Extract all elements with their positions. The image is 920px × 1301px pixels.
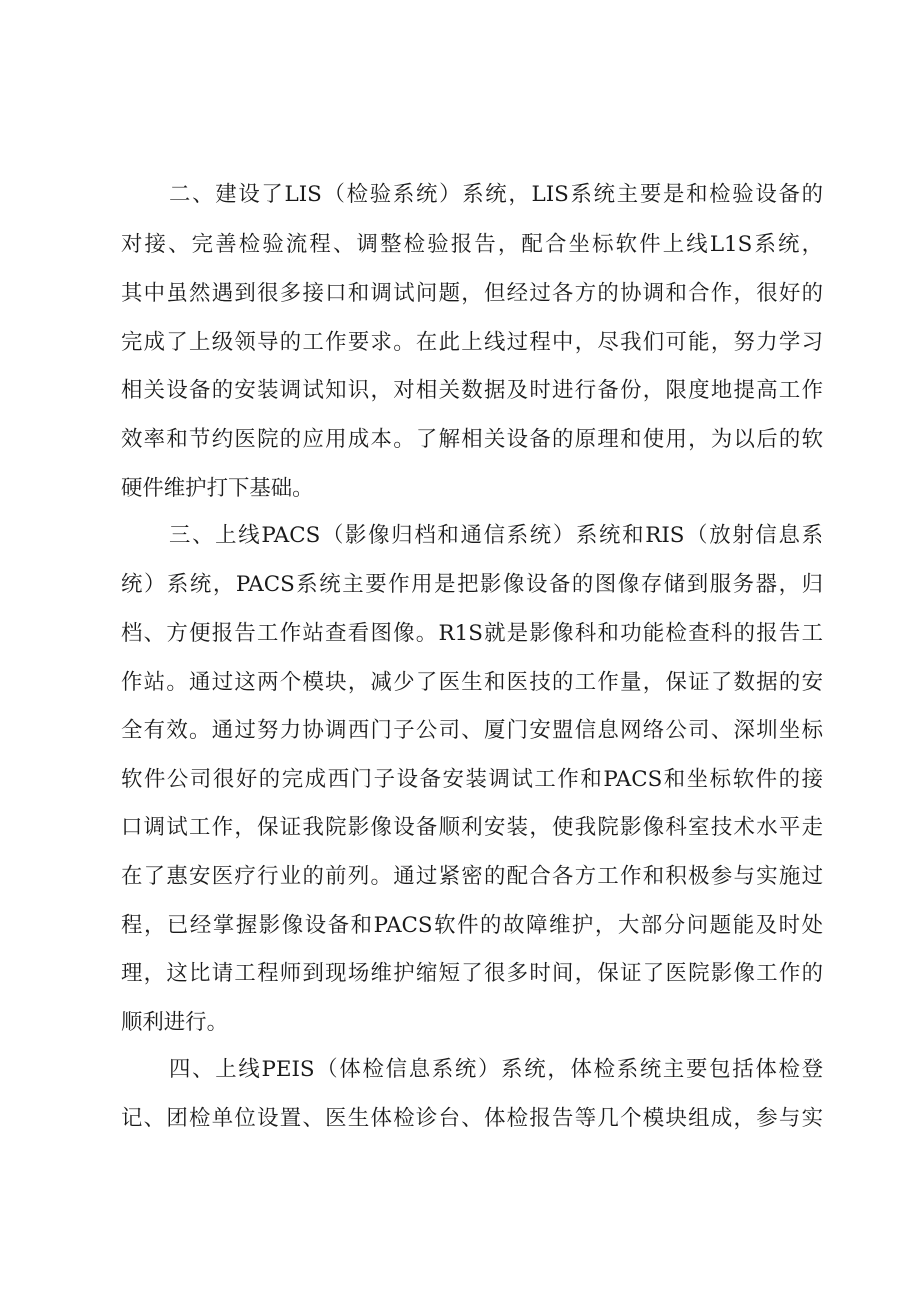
text-line: 其中虽然遇到很多接口和调试问题，但经过各方的协调和合作，很好的 [121,281,823,306]
text-line: 统）系统，PACS系统主要作用是把影像设备的图像存储到服务器，归 [121,572,823,597]
text-line: 全有效。通过努力协调西门子公司、厦门安盟信息网络公司、深圳坐标 [121,718,823,743]
text-line: 在了惠安医疗行业的前列。通过紧密的配合各方工作和积极参与实施过 [121,864,823,889]
text-line: 理，这比请工程师到现场维护缩短了很多时间，保证了医院影像工作的 [121,961,823,986]
text-line: 三、上线PACS（影像归档和通信系统）系统和RIS（放射信息系 [169,523,823,548]
text-line: 对接、完善检验流程、调整检验报告，配合坐标软件上线L1S系统， [121,232,823,257]
text-line: 相关设备的安装调试知识，对相关数据及时进行备份，限度地提高工作 [121,378,823,403]
text-line: 记、团检单位设置、医生体检诊台、体检报告等几个模块组成，参与实 [121,1106,823,1131]
text-line: 四、上线PEIS（体检信息系统）系统，体检系统主要包括体检登 [169,1057,823,1082]
text-line: 程，已经掌握影像设备和PACS软件的故障维护，大部分问题能及时处 [121,913,823,938]
text-line: 二、建设了LIS（检验系统）系统，LIS系统主要是和检验设备的 [169,182,823,207]
text-line: 作站。通过这两个模块，减少了医生和医技的工作量，保证了数据的安 [121,670,823,695]
text-line: 软件公司很好的完成西门子设备安装调试工作和PACS和坐标软件的接 [121,767,823,792]
text-line: 效率和节约医院的应用成本。了解相关设备的原理和使用，为以后的软 [121,427,823,452]
text-line: 档、方便报告工作站查看图像。R1S就是影像科和功能检查科的报告工 [121,621,823,646]
text-line: 顺利进行。 [121,1010,228,1035]
text-line: 口调试工作，保证我院影像设备顺利安装，使我院影像科室技术水平走 [121,815,823,840]
text-line: 硬件维护打下基础。 [121,476,314,501]
text-line: 完成了上级领导的工作要求。在此上线过程中，尽我们可能，努力学习 [121,330,823,355]
